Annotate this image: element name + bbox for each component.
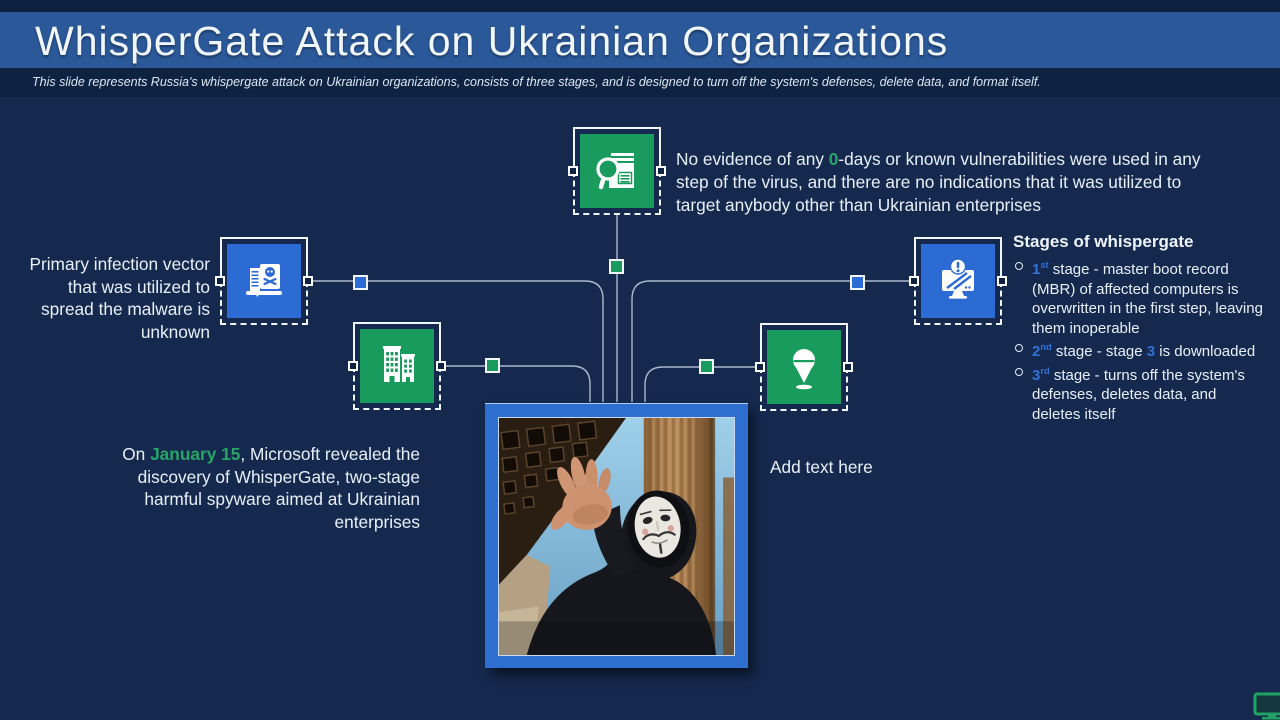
hacker-photo (498, 417, 735, 656)
handle-right (303, 276, 313, 286)
connector-node-blue (353, 275, 368, 290)
search-document-icon (591, 145, 643, 197)
stages-list (1013, 256, 1265, 424)
location-pin-tile[interactable] (760, 323, 848, 411)
handle-right (436, 361, 446, 371)
connector-node-green (485, 358, 500, 373)
monitor-icon (1253, 692, 1280, 720)
handle-left (215, 276, 225, 286)
connector-node-blue (850, 275, 865, 290)
connector-node-green (699, 359, 714, 374)
stages-heading: Stages of whispergate (1013, 232, 1194, 251)
connector-node-green (609, 259, 624, 274)
malware-laptop-tile[interactable] (220, 237, 308, 325)
placeholder-add-text[interactable]: Add text here (770, 457, 873, 478)
search-document-tile[interactable] (573, 127, 661, 215)
stages-panel (1013, 232, 1265, 424)
monitor-alert-tile[interactable] (914, 237, 1002, 325)
stage-item: 2nd stage - stage 3 is downloaded (1013, 338, 1265, 362)
callout-no-evidence: No evidence of any 0-days or known vulnerabilities were used in any step of the virus, and there are no indications that it was utilized to target anybody other than Ukrainian enterprises (676, 149, 1201, 216)
page-title: WhisperGate Attack on Ukrainian Organizations (35, 18, 949, 64)
handle-left (909, 276, 919, 286)
callout-january-15: On January 15, Microsoft revealed the discovery of WhisperGate, two-stage harmful spyware aimed at Ukrainian enterprises (122, 444, 420, 532)
monitor-alert-icon (932, 255, 984, 307)
handle-right (656, 166, 666, 176)
handle-left (755, 362, 765, 372)
subtitle: This slide represents Russia's whispergate attack on Ukrainian organizations, consists of three stages, and is designed to turn off the system's defenses, delete data, and format itself. (32, 75, 1041, 89)
hacker-photo-frame[interactable] (485, 403, 748, 668)
handle-right (843, 362, 853, 372)
malware-laptop-icon (238, 255, 290, 307)
callout-primary-infection: Primary infection vector that was utilized to spread the malware is unknown (29, 254, 210, 342)
stage-item: 3rd stage - turns off the system's defenses, deletes data, and deletes itself (1013, 362, 1265, 425)
bullet-icon (1015, 262, 1023, 270)
top-strip (0, 0, 1280, 12)
handle-left (568, 166, 578, 176)
bullet-icon (1015, 344, 1023, 352)
buildings-tile[interactable] (353, 322, 441, 410)
stage-item: 1st stage - master boot record (MBR) of affected computers is overwritten in the first step, leaving them inoperable (1013, 256, 1265, 338)
handle-left (348, 361, 358, 371)
handle-right (997, 276, 1007, 286)
location-pin-icon (778, 341, 830, 393)
bullet-icon (1015, 368, 1023, 376)
buildings-icon (371, 340, 423, 392)
